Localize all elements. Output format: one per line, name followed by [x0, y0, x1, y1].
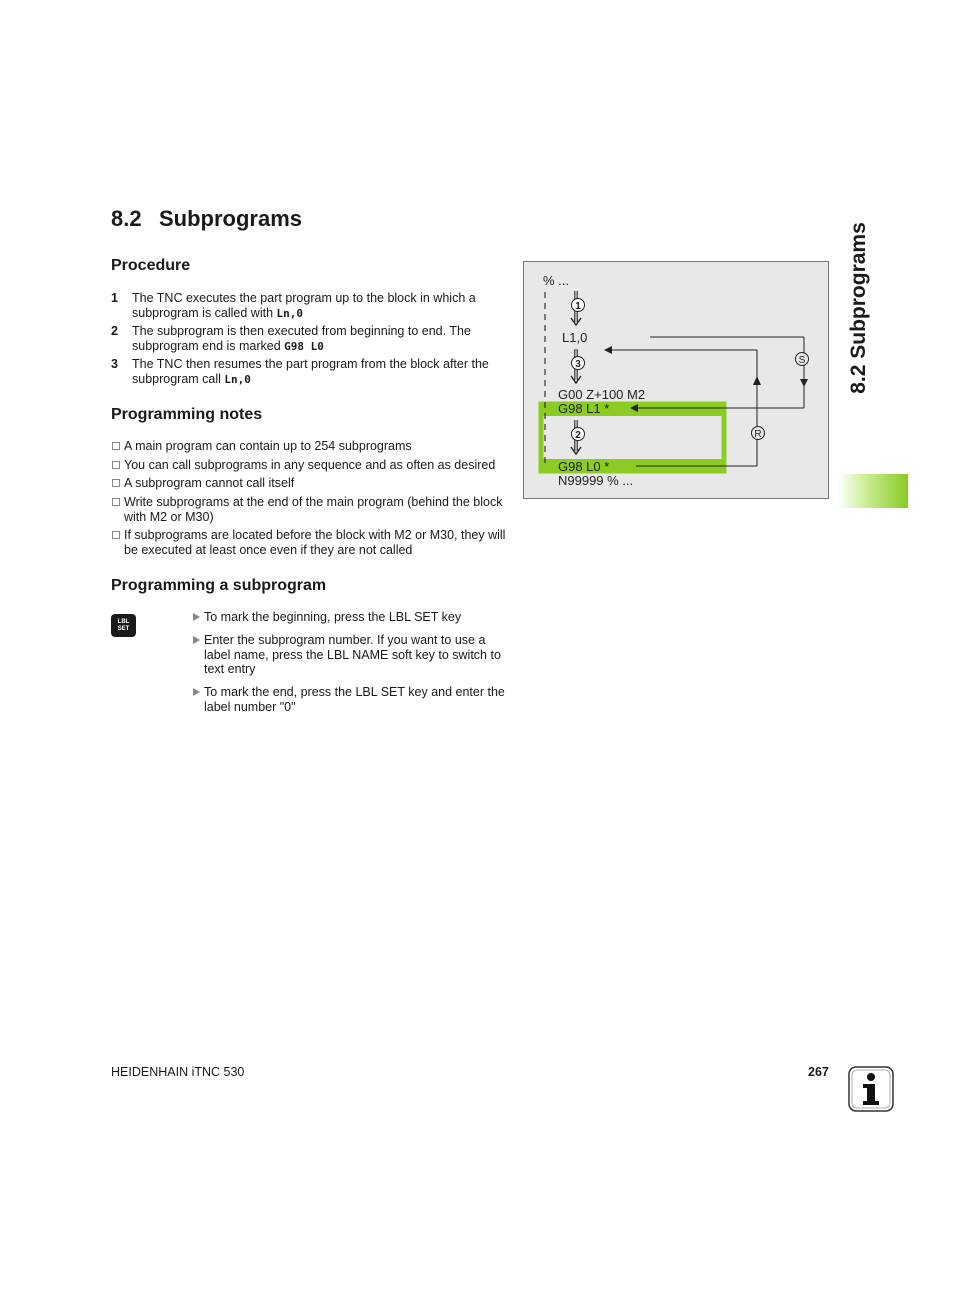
svg-text:3: 3 [575, 359, 581, 370]
subprogram-flow-diagram [523, 261, 829, 499]
info-icon [848, 1066, 894, 1112]
action-item: To mark the beginning, press the LBL SET key [193, 610, 511, 625]
step-code: Ln,0 [224, 372, 251, 386]
code-line-start: % ... [543, 273, 570, 288]
action-item: To mark the end, press the LBL SET key and enter the label number "0" [193, 685, 511, 714]
step-text: The subprogram is then executed from beginning to end. The subprogram end is marked G98 L0 [132, 324, 471, 353]
step-number: 3 [111, 357, 118, 371]
code-line-g00: G00 Z+100 M2 [558, 387, 646, 402]
note-item: If subprograms are located before the block with M2 or M30, they will be executed at least once even if they are not called [111, 528, 511, 557]
note-item: A subprogram cannot call itself [111, 476, 511, 491]
notes-heading: Programming notes [111, 406, 263, 423]
bullet-square-icon [112, 479, 120, 487]
section-number: 8.2 [111, 206, 142, 231]
svg-text:2: 2 [575, 430, 581, 441]
procedure-heading: Procedure [111, 257, 191, 274]
page-number: 267 [808, 1065, 829, 1079]
bullet-square-icon [112, 461, 120, 469]
step-code: Ln,0 [276, 306, 304, 320]
lbl-set-key-icon: LBL SET [111, 614, 136, 637]
procedure-step [111, 291, 511, 321]
chapter-tab-marker [838, 474, 908, 508]
step-1-arrow-icon [571, 291, 585, 325]
svg-text:1: 1 [575, 301, 581, 312]
footer-product-name: HEIDENHAIN iTNC 530 [111, 1065, 245, 1079]
step-number: 2 [111, 324, 118, 338]
triangle-arrow-icon [193, 636, 200, 644]
step-code: G98 L0 [284, 339, 324, 353]
r-marker-icon [752, 427, 765, 441]
bullet-square-icon [112, 442, 120, 450]
arrow-head-icon [604, 346, 612, 354]
code-line-end: N99999 % ... [558, 473, 634, 488]
note-item: A main program can contain up to 254 subprograms [111, 439, 511, 454]
svg-text:R: R [754, 429, 762, 440]
procedure-step [111, 357, 511, 387]
action-item: Enter the subprogram number. If you want to use a label name, press the LBL NAME soft key to switch to text entry [193, 633, 511, 677]
step-number: 1 [111, 291, 118, 305]
bullet-square-icon [112, 531, 120, 539]
step-3-arrow-icon [571, 349, 585, 383]
section-title: Subprograms [159, 206, 303, 231]
s-marker-icon [796, 353, 809, 367]
step-2-arrow-icon [571, 420, 585, 454]
code-line-g98-l0: G98 L0 * [558, 459, 610, 474]
side-chapter-title: 8.2 Subprograms [847, 222, 870, 394]
arrow-head-icon [800, 379, 808, 387]
code-line-call: L1,0 [562, 330, 588, 345]
triangle-arrow-icon [193, 613, 200, 621]
programming-heading: Programming a subprogram [111, 577, 327, 594]
triangle-arrow-icon [193, 688, 200, 696]
code-line-g98-l1: G98 L1 * [558, 401, 610, 416]
svg-text:S: S [798, 355, 806, 366]
note-item: Write subprograms at the end of the main program (behind the block with M2 or M30) [111, 495, 511, 524]
note-item: You can call subprograms in any sequence and as often as desired [111, 458, 511, 473]
step-text: The TNC executes the part program up to the block in which a subprogram is called with Ln,0 [132, 291, 476, 320]
arrow-head-icon [753, 376, 761, 385]
flow-diagram-svg [524, 262, 830, 500]
bullet-square-icon [112, 498, 120, 506]
step-text: The TNC then resumes the part program from the block after the subprogram call Ln,0 [132, 357, 489, 386]
procedure-step [111, 324, 511, 354]
page-title [111, 206, 302, 232]
